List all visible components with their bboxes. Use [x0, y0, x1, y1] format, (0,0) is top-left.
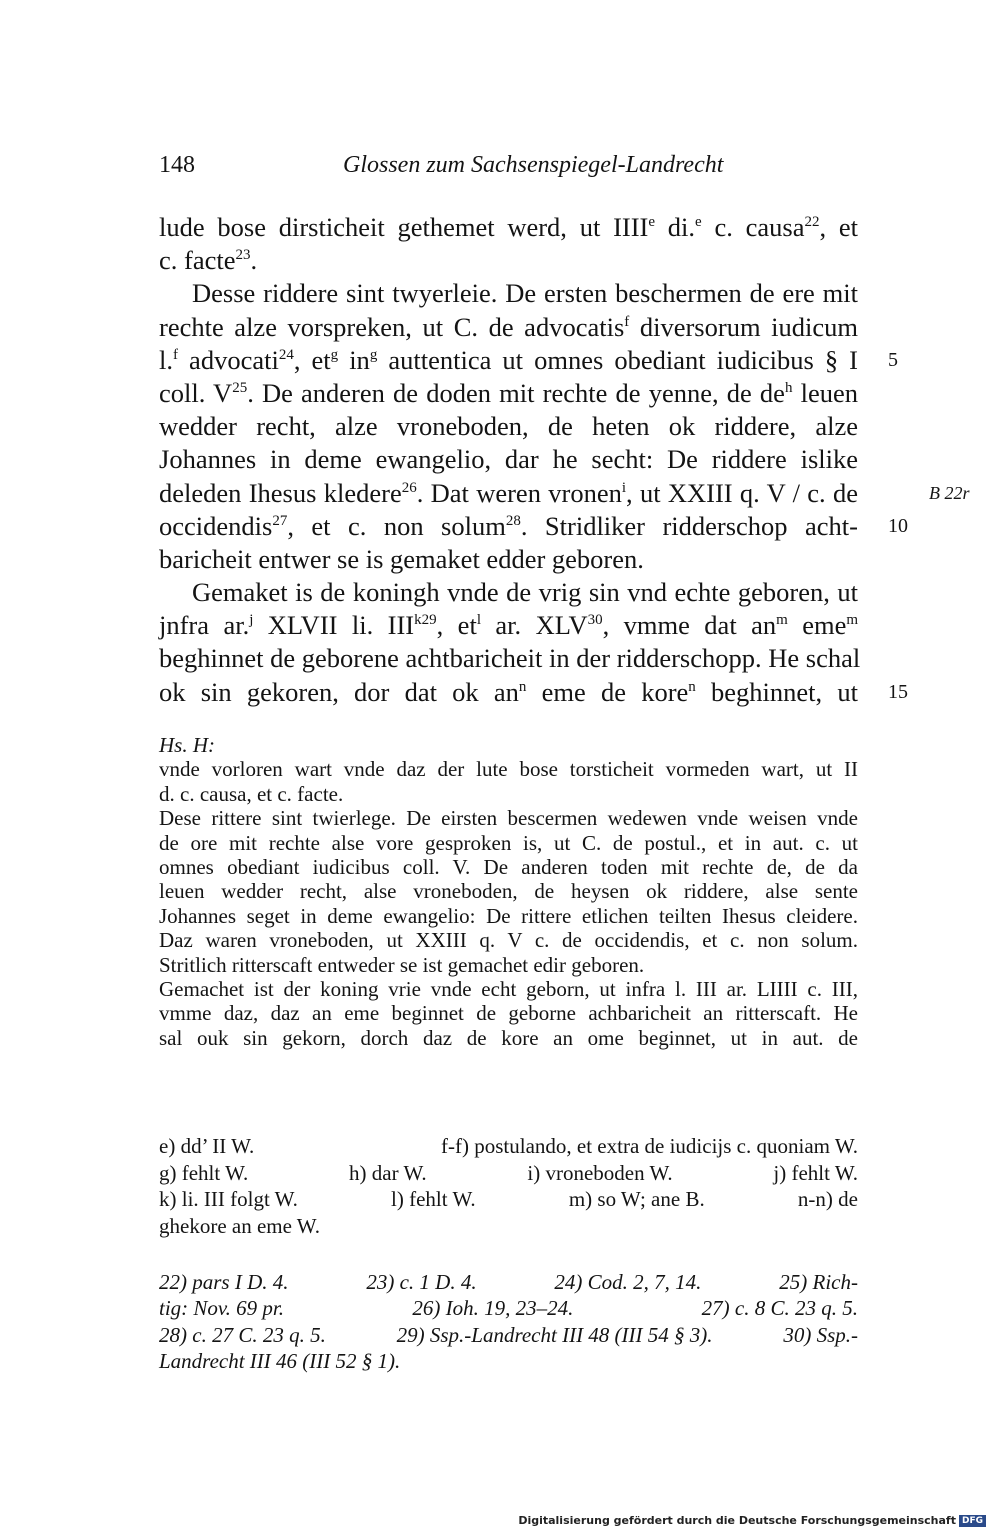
ms-line: Johannes seget in deme ewangelio: De rittere etlichen teilten Ihesus cleidere. — [159, 903, 858, 928]
ms-line: d. c. causa, et c. facte. — [159, 781, 344, 806]
apparatus-note-i: i) vroneboden W. — [527, 1160, 673, 1185]
source-note-30: 30) Ssp.- — [783, 1322, 858, 1347]
line-number-10: 10 — [888, 514, 908, 537]
apparatus-line-1 — [159, 1133, 858, 1160]
sources-line-1 — [159, 1269, 858, 1295]
manuscript-label: Hs. H: — [159, 733, 215, 757]
apparatus-note-l: l) fehlt W. — [391, 1187, 476, 1212]
main-line-1: lude bose dirsticheit gethemet werd, ut IIIIe di.$^e$ c. causa$^{22}$, et — [159, 212, 858, 242]
source-note-26: 26) Ioh. 19, 23–24. — [412, 1296, 574, 1321]
page-number: 148 — [159, 152, 195, 178]
source-note-25: 25) Rich- — [779, 1270, 858, 1294]
apparatus-line-3 — [159, 1186, 858, 1213]
main-line-9: deleden Ihesus kledere$^{26}$. Dat weren vronen$^i$, ut XXIII q. V / c. de B 22r — [159, 477, 858, 510]
apparatus-note-f: f-f) postulando, et extra de iudicijs c. quoniam W. — [441, 1134, 858, 1158]
apparatus-note-m: m) so W; ane B. — [568, 1187, 705, 1212]
source-note-28: 28) c. 27 C. 23 q. 5. — [159, 1322, 326, 1347]
apparatus-note-g: g) fehlt W. — [159, 1160, 249, 1185]
critical-apparatus — [159, 1133, 858, 1239]
sources-line-3 — [159, 1322, 858, 1348]
dfg-footer — [518, 1514, 986, 1527]
dfg-footer-text: Digitalisierung gefördert durch die Deutsche Forschungsgemeinschaft — [518, 1514, 956, 1527]
main-line-13: jnfra ar.$^j$ XLVII li. $III^{k29}$, $et^l$ ar. XLV$^{30}$, vmme dat $an^m$ eme$^m$ — [159, 610, 859, 641]
manuscript-variant — [159, 733, 858, 1050]
source-footnotes — [159, 1269, 858, 1375]
ms-line: Dese rittere sint twierlege. De eirsten bescermen wedewen vnde weisen vnde — [159, 806, 858, 831]
source-note-30-cont: Landrecht III 46 (III 52 § 1). — [159, 1349, 401, 1374]
apparatus-note-n: n-n) de — [797, 1187, 858, 1212]
ms-line: sal ouk sin gekorn, dorch daz de kore an ome beginnet, ut in aut. de — [159, 1025, 858, 1050]
apparatus-note-k: k) li. III folgt W. — [159, 1187, 298, 1212]
source-note-25-cont: tig: Nov. 69 pr. — [159, 1296, 285, 1321]
main-line-10: occidendis$^{27}$, et c. non solum$^{28}$. Stridliker ridderschop acht- 10 — [159, 510, 858, 543]
margin-note-folio: B 22r — [929, 482, 970, 503]
source-note-22: 22) pars I D. 4. — [159, 1270, 289, 1294]
main-line-3: Desse riddere sint twyerleie. De ersten beschermen de ere mit — [192, 278, 858, 309]
line-number-15: 15 — [888, 680, 908, 703]
apparatus-note-j: j) fehlt W. — [773, 1160, 858, 1185]
ms-line: omnes obediant iudicibus coll. V. De anderen toden mit rechte de, de da — [159, 854, 858, 879]
ms-line: leuen wedder recht, alse vroneboden, de heysen ok riddere, alse sente — [159, 879, 858, 904]
ms-line: Gemachet ist der koning vrie vnde echt geborn, ut infra l. III ar. LIIII c. III, — [159, 976, 858, 1001]
ms-line: vnde vorloren wart vnde daz der lute bose torsticheit vormeden wart, ut II — [159, 757, 858, 782]
source-note-24: 24) Cod. 2, 7, 14. — [554, 1270, 702, 1294]
main-line-11: baricheit entwer se is gemaket edder geboren. — [159, 543, 644, 574]
ms-line: de ore mit rechte alse vore gesproken is, ut C. de postul., et in aut. c. ut — [159, 830, 858, 855]
source-note-29: 29) Ssp.-Landrecht III 48 (III 54 § 3). — [396, 1322, 713, 1347]
apparatus-note-n-cont: ghekore an eme W. — [159, 1213, 320, 1238]
main-text — [159, 211, 970, 709]
dfg-logo: DFG — [959, 1515, 986, 1527]
ms-line: vmme daz, daz an eme beginnet de geborne achbaricheit an ritterscaft. He — [159, 1001, 858, 1026]
apparatus-line-2 — [159, 1160, 858, 1187]
main-line-12: Gemaket is de koningh vnde de vrig sin vnd echte geboren, ut — [192, 577, 858, 608]
apparatus-note-e: e) dd’ II W. — [159, 1134, 255, 1158]
main-line-2: c. facte$^{23}$. — [159, 245, 258, 276]
page-header — [159, 152, 859, 188]
main-line-4: rechte alze vorspreken, ut C. de advocatis$^f$ diversorum iudicum — [159, 311, 858, 342]
main-line-5: l.$^f$ advocati$^{24}$, $et^g$ $in^g$ auttentica ut omnes obediant iudicibus § I 5 — [159, 344, 858, 377]
sources-line-2 — [159, 1295, 858, 1321]
source-note-23: 23) c. 1 D. 4. — [366, 1270, 477, 1294]
main-line-6: coll. $V^{25}$. De anderen de doden mit rechte de yenne, de $de^h$ leuen — [159, 377, 858, 408]
apparatus-note-h: h) dar W. — [349, 1160, 427, 1185]
ms-line: Daz waren vroneboden, ut XXIII q. V c. de occidendis, et c. non solum. — [159, 928, 858, 953]
main-line-15: ok sin gekoren, dor dat ok $an^n$ eme de kore$^n$ beghinnet, ut 15 — [159, 676, 858, 709]
running-title: Glossen zum Sachsenspiegel-Landrecht — [343, 152, 724, 178]
line-number-5: 5 — [888, 348, 898, 371]
main-line-7: wedder recht, alze vroneboden, de heten ok riddere, alze — [159, 411, 858, 442]
main-line-14: beghinnet de geborene achtbaricheit in der ridderschopp. He schal — [159, 643, 861, 674]
source-note-27: 27) c. 8 C. 23 q. 5. — [701, 1296, 858, 1321]
ms-line: Stritlich ritterscaft entweder se ist gemachet edir geboren. — [159, 952, 645, 977]
main-line-8: Johannes in deme ewangelio, dar he secht: De riddere islike — [159, 444, 858, 475]
